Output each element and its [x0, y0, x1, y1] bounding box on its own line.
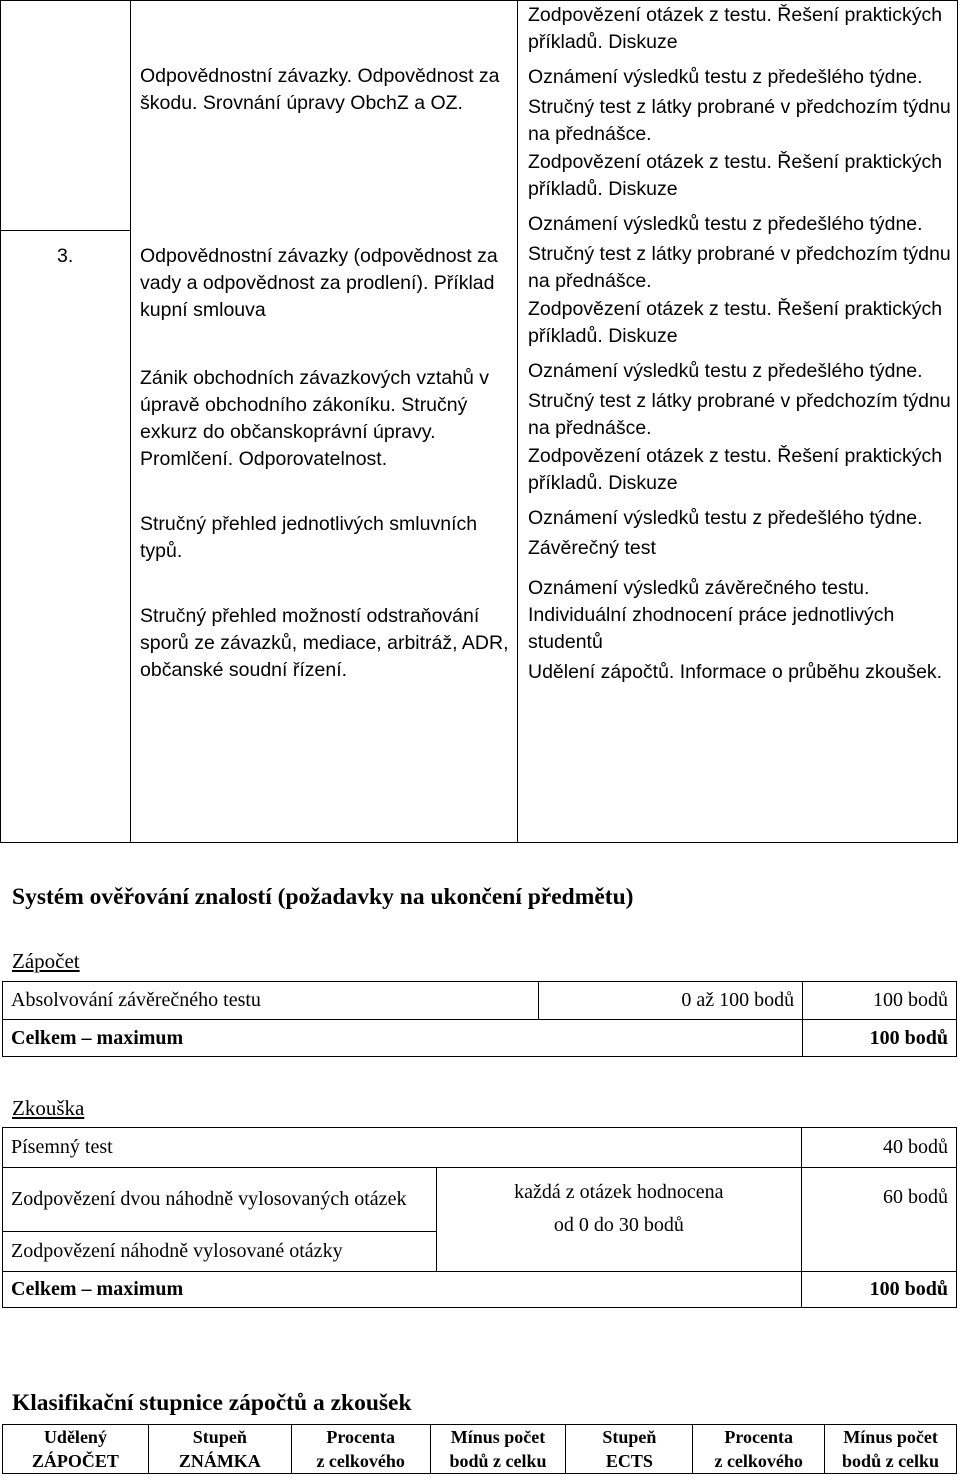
topic-text: Stručný přehled jednotlivých smluvních typů.	[140, 513, 478, 562]
zkouska-total-points: 100 bodů	[802, 1272, 957, 1308]
table-row	[3, 1128, 957, 1168]
topic-text: Odpovědnostní závazky (odpovědnost za vady a odpovědnost za prodlení). Příklad kupní smlouva	[140, 245, 498, 321]
note-line: každá z otázek hodnocena	[514, 1181, 724, 1203]
note-line: od 0 do 30 bodů	[553, 1214, 684, 1236]
column-header	[825, 1425, 957, 1474]
header-line: Mínus počet	[450, 1427, 546, 1447]
assessment-heading: Systém ověřování znalostí (požadavky na ukončení předmětu)	[12, 884, 634, 910]
header-line: Procenta	[326, 1427, 395, 1447]
classification-table	[2, 1424, 957, 1474]
activity-text: Stručný test z látky probrané v předchozím týdnu na přednášce.	[528, 96, 951, 145]
activity-text: Oznámení výsledků testu z předešlého týdne.	[528, 360, 923, 382]
zapocet-row-range: 0 až 100 bodů	[539, 982, 803, 1020]
header-line: ZÁPOČET	[31, 1451, 119, 1471]
table-row	[3, 982, 957, 1020]
column-header	[566, 1425, 693, 1474]
one-question-label: Zodpovězení náhodně vylosované otázky	[3, 1232, 437, 1272]
table-divider-1	[130, 0, 131, 843]
topic-text: Zánik obchodních závazkových vztahů v úpravě obchodního zákoníku. Stručný exkurz do občanskoprávní úpravy. Promlčení. Odporovatelnost.	[140, 367, 490, 470]
header-line: z celkového	[714, 1451, 803, 1471]
activity-text: Zodpovězení otázek z testu. Řešení praktických příkladů. Diskuze	[528, 445, 943, 494]
topic-text: Stručný přehled možností odstraňování sporů ze závazků, mediace, arbitráž, ADR, občanské soudní řízení.	[140, 605, 509, 681]
row2-topics	[140, 243, 512, 693]
header-line: Stupeň	[602, 1427, 657, 1447]
column-header	[430, 1425, 566, 1474]
table-divider-2	[517, 0, 518, 843]
table-row	[3, 1272, 957, 1308]
header-line: z celkového	[316, 1451, 405, 1471]
two-questions-label: Zodpovězení dvou náhodně vylosovaných otázek	[3, 1168, 437, 1232]
activity-text: Zodpovězení otázek z testu. Řešení praktických příkladů. Diskuze	[528, 298, 943, 347]
header-line: bodů z celku	[449, 1451, 547, 1471]
table-border-bottom	[0, 842, 958, 843]
zapocet-row-label: Absolvování závěrečného testu	[3, 982, 539, 1020]
activity-column	[528, 2, 953, 687]
two-questions-note	[436, 1168, 802, 1272]
table-border-right	[957, 0, 958, 843]
table-border-top	[0, 0, 958, 1]
activity-text: Oznámení výsledků závěrečného testu. Individuální zhodnocení práce jednotlivých studentů	[528, 577, 895, 653]
zapocet-row-points: 100 bodů	[803, 982, 957, 1020]
header-line: Stupeň	[192, 1427, 247, 1447]
header-line: ZNÁMKA	[178, 1451, 261, 1471]
zapocet-title: Zápočet	[12, 949, 80, 973]
row-separator	[0, 230, 130, 231]
activity-text: Stručný test z látky probrané v předchozím týdnu na přednášce.	[528, 243, 951, 292]
activity-text: Oznámení výsledků testu z předešlého týdne.	[528, 213, 923, 235]
header-line: ECTS	[605, 1451, 653, 1471]
written-test-points: 40 bodů	[802, 1128, 957, 1168]
zapocet-total-label: Celkem – maximum	[3, 1020, 803, 1057]
activity-text: Závěrečný test	[528, 537, 656, 559]
written-test-label: Písemný test	[3, 1128, 802, 1168]
activity-text: Stručný test z látky probrané v předchozím týdnu na přednášce.	[528, 390, 951, 439]
activity-text: Oznámení výsledků testu z předešlého týdne.	[528, 507, 923, 529]
topic-text: Odpovědnostní závazky. Odpovědnost za škodu. Srovnání úpravy ObchZ a OZ.	[140, 65, 500, 114]
column-header	[693, 1425, 825, 1474]
activity-text: Udělení zápočtů. Informace o průběhu zkoušek.	[528, 661, 943, 683]
zkouska-table	[2, 1127, 957, 1308]
column-header	[291, 1425, 430, 1474]
zapocet-table	[2, 981, 957, 1057]
activity-text: Zodpovězení otázek z testu. Řešení praktických příkladů. Diskuze	[528, 151, 943, 200]
questions-points: 60 bodů	[802, 1168, 957, 1272]
column-header	[148, 1425, 291, 1474]
row1-topic	[140, 63, 512, 126]
table-row	[3, 1020, 957, 1057]
activity-text: Zodpovězení otázek z testu. Řešení praktických příkladů. Diskuze	[528, 4, 943, 53]
row2-number: 3.	[57, 245, 74, 267]
column-header	[3, 1425, 149, 1474]
header-line: bodů z celku	[842, 1451, 940, 1471]
zkouska-total-label: Celkem – maximum	[3, 1272, 802, 1308]
header-line: Udělený	[43, 1427, 107, 1447]
table-row	[3, 1168, 957, 1232]
header-line: Mínus počet	[843, 1427, 938, 1447]
zkouska-title: Zkouška	[12, 1096, 85, 1120]
table-row	[3, 1425, 957, 1474]
table-border-left	[0, 0, 1, 843]
activity-text: Oznámení výsledků testu z předešlého týdne.	[528, 66, 923, 88]
classification-heading: Klasifikační stupnice zápočtů a zkoušek	[12, 1390, 412, 1416]
zapocet-total-points: 100 bodů	[803, 1020, 957, 1057]
header-line: Procenta	[724, 1427, 794, 1447]
